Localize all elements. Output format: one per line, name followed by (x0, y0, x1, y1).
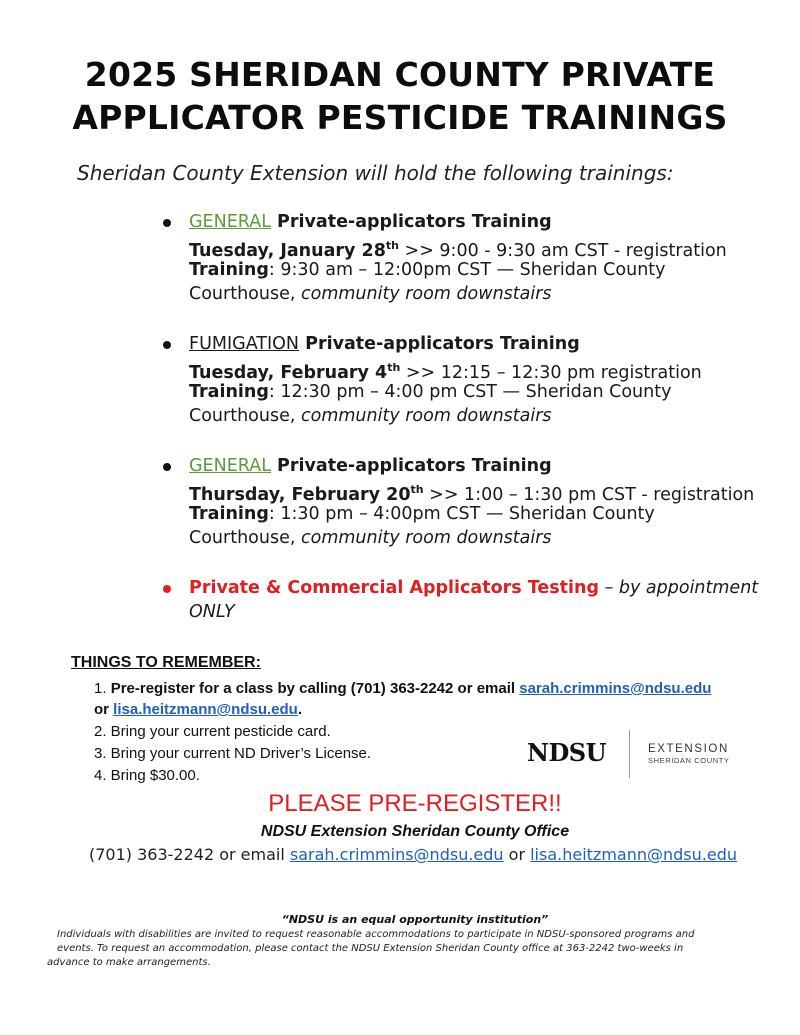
email-link-sarah[interactable]: sarah.crimmins@ndsu.edu (519, 680, 712, 697)
training-place: Courthouse, (189, 284, 301, 304)
registration-time: >> 1:00 – 1:30 pm CST - registration (423, 484, 755, 505)
office-name: NDSU Extension Sheridan County Office (260, 823, 570, 840)
training-room: community room downstairs (300, 528, 552, 548)
accommodation-text-3: advance to make arrangements. (47, 957, 211, 968)
bullet-icon (163, 219, 171, 227)
accommodation-text-1: Individuals with disabilities are invited to request reasonable accommodations to participate in NDSU-sponsored programs and (57, 929, 695, 940)
day-suffix: th (410, 483, 424, 496)
training-day: Thursday, February 20 (189, 484, 411, 505)
contact-line (0, 845, 800, 864)
remember-item-1-cont (94, 701, 302, 718)
registration-time: >> 12:15 – 12:30 pm registration (400, 362, 702, 383)
remember-title: THINGS TO REMEMBER: (71, 654, 261, 671)
item-text: or (94, 701, 114, 718)
training-place: Courthouse, (189, 406, 301, 426)
testing-note-line-2 (189, 600, 235, 624)
training-label: Training (189, 260, 269, 280)
day-suffix: th (385, 239, 399, 252)
email-link-lisa[interactable]: lisa.heitzmann@ndsu.edu (113, 701, 298, 718)
remember-item-4: 4. Bring $30.00. (94, 767, 200, 784)
training-label: Training (189, 504, 269, 524)
testing-label: Private & Commercial Applicators Testing (189, 578, 600, 598)
title-line-2: APPLICATOR PESTICIDE TRAININGS (72, 98, 728, 137)
training-heading (189, 332, 580, 356)
equal-opportunity-statement: “NDSU is an equal opportunity institution” (281, 913, 549, 926)
contact-or: or (503, 845, 531, 864)
training-place: Courthouse, (189, 528, 301, 548)
registration-time: >> 9:00 - 9:30 am CST - registration (398, 240, 727, 261)
ndsu-logo: NDSU (527, 738, 607, 767)
bullet-icon (163, 341, 171, 349)
training-type: GENERAL (189, 456, 271, 476)
email-link-sarah[interactable]: sarah.crimmins@ndsu.edu (289, 845, 504, 864)
training-room: community room downstairs (300, 406, 552, 426)
bullet-icon (163, 463, 171, 471)
remember-item-1 (94, 680, 711, 697)
remember-item-3: 3. Bring your current ND Driver’s License. (94, 745, 372, 762)
training-type: FUMIGATION (189, 334, 300, 354)
accommodation-text-2: events. To request an accommodation, please contact the NDSU Extension Sheridan County office at 363-2242 two-weeks in (57, 943, 684, 954)
training-heading (189, 454, 552, 478)
item-text: Pre-register for a class by calling (701) 363-2242 or email (110, 680, 520, 697)
training-location (189, 404, 552, 428)
testing-note-only: ONLY (189, 602, 235, 622)
subtitle: Sheridan County Extension will hold the following trainings: (77, 161, 674, 185)
training-time-text: : 12:30 pm – 4:00 pm CST — Sheridan County (268, 382, 672, 402)
training-type: GENERAL (189, 212, 271, 232)
title-line-1: 2025 SHERIDAN COUNTY PRIVATE (84, 55, 716, 94)
training-location (189, 526, 552, 550)
training-day: Tuesday, February 4 (189, 362, 388, 383)
training-label: Training (189, 382, 269, 402)
training-location (189, 282, 552, 306)
pre-register-heading: PLEASE PRE-REGISTER!! (268, 790, 562, 817)
training-room: community room downstairs (300, 284, 552, 304)
training-time (189, 258, 666, 282)
logo-county: SHERIDAN COUNTY (648, 756, 730, 765)
training-name: Private-applicators Training (270, 456, 552, 476)
remember-item-2: 2. Bring your current pesticide card. (94, 723, 331, 740)
training-time (189, 380, 671, 404)
training-name: Private-applicators Training (270, 212, 552, 232)
item-text: . (297, 701, 302, 718)
testing-heading (189, 576, 758, 600)
logo-extension: EXTENSION (648, 743, 729, 755)
email-link-lisa[interactable]: lisa.heitzmann@ndsu.edu (530, 845, 737, 864)
bullet-icon (163, 585, 171, 593)
training-time (189, 502, 655, 526)
training-time-text: : 9:30 am – 12:00pm CST — Sheridan County (268, 260, 666, 280)
logo-divider (629, 730, 630, 778)
contact-phone: (701) 363-2242 or email (89, 845, 290, 864)
training-name: Private-applicators Training (299, 334, 580, 354)
training-day: Tuesday, January 28 (189, 240, 386, 261)
training-heading (189, 210, 552, 234)
day-suffix: th (387, 361, 401, 374)
training-time-text: : 1:30 pm – 4:00pm CST — Sheridan County (268, 504, 655, 524)
item-number: 1. (94, 680, 107, 697)
testing-note: – by appointment (599, 578, 759, 598)
